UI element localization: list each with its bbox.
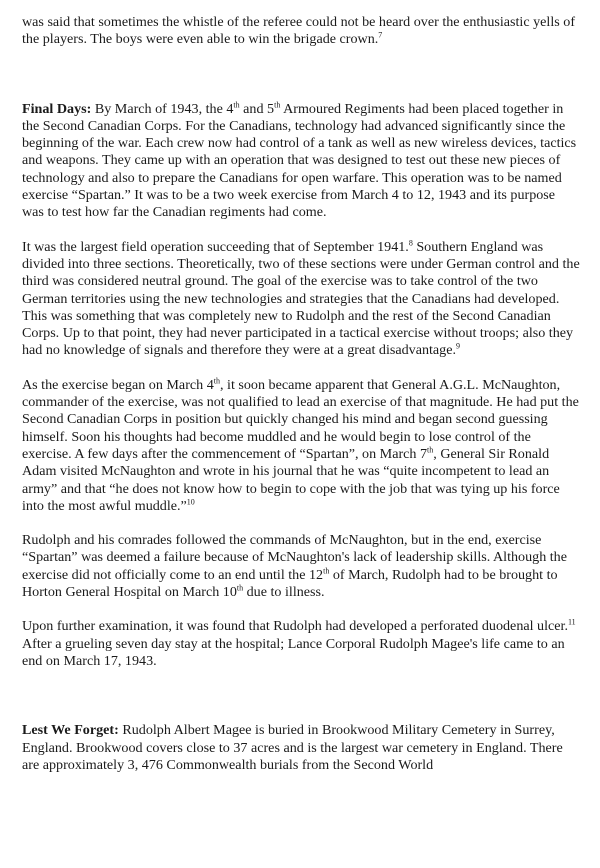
paragraph-text: By March of 1943, the 4 [91,100,234,117]
section-spacer [22,670,580,722]
section-heading-lest-we-forget: Lest We Forget: [22,722,119,739]
paragraph-text: It was the largest field operation succeeding that of September 1941. [22,238,409,255]
paragraph-text: After a grueling seven day stay at the hospital; Lance Corporal Rudolph Magee's life came to an end on March 17, 1943. [22,635,565,669]
paragraph-field-operation [22,239,580,360]
paragraph-text: of March, Rudolph had to be brought to Horton General Hospital on March 10 [22,566,558,601]
paragraph-text: Rudolph and his comrades followed the commands of McNaughton, but in the end, exercise “Spartan” was deemed a failure because of McNaughton's lack of leadership skills. Although the exercise did not officially come to an end until the 12 [22,532,567,583]
footnote-ref: 11 [567,617,576,627]
paragraph-spacer [22,222,580,239]
paragraph-final-days [22,101,580,222]
paragraph-lest-we-forget [22,722,580,774]
footnote-ref: 8 [408,237,413,247]
paragraph-text: Rudolph Albert Magee is buried in Brookwood Military Cemetery in Surrey, England. Brookwood covers close to 37 acres and is the largest war cemetery in England. There are approximately 3, 476 Commonwealth burials from the Second World [22,722,563,773]
paragraph-sports [22,14,580,49]
ordinal-suffix: th [233,99,240,109]
paragraph-text: Upon further examination, it was found that Rudolph had developed a perforated duodenal ulcer. [22,618,568,635]
paragraph-exercise-began [22,377,580,515]
paragraph-text: Southern England was divided into three sections. Theoretically, two of these sections were under German control and the third was considered neutral ground. The goal of the exercise was to take control of the two German territories using the new technologies and strategies that the Canadians had developed. This was something that was completely new to Rudolph and the rest of the Second Canadian Corps. Up to that point, they had never participated in a tactical exercise without troops; also they had no knowledge of signals and therefore they were at a great disadvantage. [22,238,580,359]
ordinal-suffix: th [274,99,281,109]
footnote-ref: 10 [186,497,195,507]
ordinal-suffix: th [323,566,330,576]
paragraph-text: Armoured Regiments had been placed together in the Second Canadian Corps. For the Canadians, technology had advanced significantly since the beginning of the war. Each crew now had control of a tank as well as new wireless devices, tactics and weapons. They came up with an operation that was designed to test out these new pieces of technology and also to prepare the Canadians for open warfare. This operation was to be named exercise “Spartan.” It was to be a two week exercise from March 4 to 12, 1943 and its purpose was to test how far the Canadian regiments had come. [22,100,577,221]
paragraph-text: was said that sometimes the whistle of the referee could not be heard over the enthusiastic yells of the players. The boys were even able to win the brigade crown. [22,14,576,48]
ordinal-suffix: th [213,376,220,386]
paragraph-spacer [22,601,580,618]
paragraph-spacer [22,515,580,532]
footnote-ref: 9 [456,341,460,351]
paragraph-examination [22,618,580,670]
paragraph-spacer [22,360,580,377]
paragraph-text: As the exercise began on March 4 [22,376,214,393]
section-heading-final-days: Final Days: [22,100,92,117]
paragraph-text: and 5 [239,100,275,117]
section-spacer [22,49,580,101]
paragraph-text: , General Sir Ronald Adam visited McNaughton and wrote in his journal that he was “quite incompetent to lead an army” and that “he does not know how to begin to cope with the job that was tying up his force into the most awful muddle.” [22,445,560,514]
ordinal-suffix: th [427,445,434,455]
footnote-ref: 7 [378,30,383,40]
paragraph-text: due to illness. [243,584,325,601]
paragraph-text: , it soon became apparent that General A.G.L. McNaughton, commander of the exercise, was not qualified to lead an exercise of that magnitude. He had put the Second Canadian Corps in position but quickly changed his mind and began second guessing himself. Soon his thoughts had become muddled and he would begin to lose control of the exercise. A few days after the commencement of “Spartan”, on March 7 [22,376,579,462]
paragraph-comrades [22,532,580,601]
ordinal-suffix: th [236,583,244,593]
